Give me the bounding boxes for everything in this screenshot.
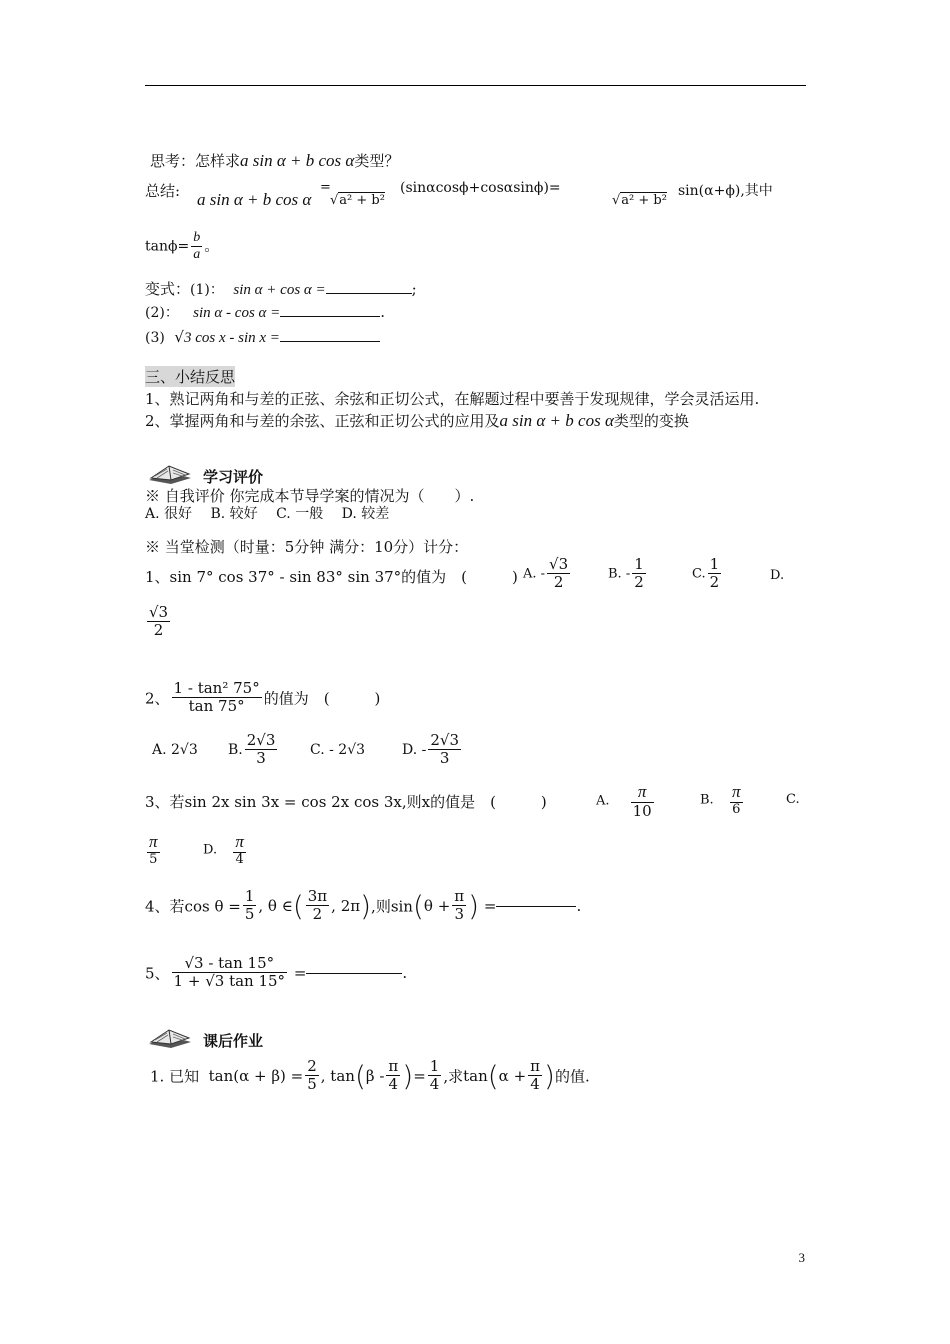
q3-option-b bbox=[700, 782, 745, 817]
q5-blank bbox=[306, 972, 402, 974]
q5-num: √3 - tan 15° bbox=[172, 955, 288, 973]
page-number: 3 bbox=[798, 1250, 805, 1265]
q2-option-b bbox=[228, 732, 279, 768]
v2-end: . bbox=[380, 303, 386, 321]
v1-expr: sin α + cos α = bbox=[233, 282, 326, 298]
v2-expr: sin α - cos α = bbox=[193, 305, 281, 321]
q1-c-label: C. bbox=[692, 566, 706, 582]
q5 bbox=[145, 955, 407, 991]
q2-option-d bbox=[402, 732, 463, 768]
q2-b-frac bbox=[245, 732, 278, 768]
q4-d1: 5 bbox=[244, 905, 255, 924]
hw1-frac4 bbox=[528, 1058, 542, 1094]
hw1-n3: 1 bbox=[429, 1057, 440, 1075]
tanphi-line bbox=[145, 230, 219, 263]
variant-label: 变式： bbox=[145, 280, 191, 298]
q1-b-den: 2 bbox=[634, 573, 644, 592]
summary-lhs: a sin α + b cos α bbox=[197, 190, 312, 209]
q5-eq: = bbox=[293, 963, 307, 982]
hw1-g: α + bbox=[498, 1066, 527, 1085]
hw1-d1: 5 bbox=[307, 1075, 317, 1094]
think-expr: a sin α + b cos α bbox=[240, 151, 355, 170]
q3-d-num: π bbox=[235, 832, 244, 851]
v1-label: (1)： bbox=[190, 282, 224, 298]
q4-c: , 2π bbox=[331, 896, 361, 915]
q4-blank bbox=[496, 905, 576, 907]
q1-d-frac bbox=[147, 604, 170, 640]
v3-expr: 3 cos x - sin x = bbox=[183, 330, 280, 346]
q2-option-c: C. - 2√3 bbox=[310, 742, 366, 758]
summary-sqrt2: √a² + b² bbox=[612, 193, 667, 208]
hw1-frac1 bbox=[305, 1058, 319, 1094]
q1-b-frac bbox=[632, 556, 646, 592]
q4-frac1 bbox=[243, 888, 257, 924]
q1-d-den: 2 bbox=[153, 621, 164, 640]
summary2-b: 类型的变换 bbox=[613, 412, 689, 430]
q1-c-frac bbox=[708, 556, 722, 592]
hw1-d2: 4 bbox=[388, 1075, 399, 1094]
q1-c-num: 1 bbox=[709, 555, 720, 573]
q5-prefix: 5、 bbox=[145, 964, 170, 983]
hw1-n2: π bbox=[388, 1057, 399, 1075]
variant-1 bbox=[145, 278, 417, 299]
q3-a-den: 10 bbox=[632, 801, 652, 820]
variant-2 bbox=[145, 302, 385, 322]
q3-c-frac bbox=[147, 832, 160, 867]
q2-suffix: 的值为 ( ) bbox=[263, 689, 381, 708]
q2-frac bbox=[172, 680, 262, 716]
q5-den: 1 + √3 tan 15° bbox=[173, 972, 286, 991]
q5-frac bbox=[172, 955, 288, 991]
tanphi-label: tanϕ= bbox=[145, 238, 190, 255]
q1-option-c bbox=[692, 556, 723, 592]
section3-title: 三、小结反思 bbox=[145, 368, 236, 386]
q3-c-label: C. bbox=[786, 792, 800, 807]
hw1-n1: 2 bbox=[307, 1057, 317, 1075]
hw1: 1. 已知 tan(α + β) = $\frac{2}{5}$ , tan(β - $\frac{\pi}{4}$ )= $\frac{1}{4}$ ,求tan(α + $\frac{\pi}{4}$ )的值. bbox=[150, 1057, 590, 1094]
summary-2 bbox=[145, 410, 689, 431]
q2-d-den: 3 bbox=[439, 749, 450, 768]
q4-n3: π bbox=[454, 887, 465, 905]
hw1-d: = bbox=[413, 1066, 426, 1085]
v2-label: (2)： bbox=[145, 305, 179, 321]
q4-e: θ + bbox=[423, 896, 451, 915]
hw1-frac3 bbox=[428, 1058, 442, 1094]
summary-label: 总结: bbox=[145, 182, 181, 200]
q2-b-num: 2√3 bbox=[246, 731, 276, 749]
eval-title: 学习评价 bbox=[203, 468, 264, 486]
q3-b-den: 6 bbox=[732, 801, 741, 817]
q3-option-a bbox=[596, 782, 656, 820]
v1-blank bbox=[326, 292, 412, 294]
q2-b-den: 3 bbox=[256, 749, 266, 768]
v1-end: ; bbox=[411, 280, 417, 298]
q1-a-num: √3 bbox=[549, 555, 569, 573]
v3-blank bbox=[280, 340, 380, 342]
q2-b-label: B. bbox=[228, 741, 243, 758]
q4-d2: 2 bbox=[312, 905, 323, 924]
q3-c-den: 5 bbox=[149, 851, 158, 867]
q1-option-b bbox=[608, 556, 648, 592]
q3-option-d bbox=[203, 832, 248, 867]
hw1-h: 的值. bbox=[554, 1067, 590, 1086]
hw1-c: β - bbox=[365, 1066, 385, 1085]
v2-blank bbox=[280, 315, 380, 317]
hw1-b: , tan bbox=[320, 1066, 355, 1085]
test-title: ※ 当堂检测（时量：5分钟 满分：10分）计分： bbox=[145, 538, 469, 556]
q3-d-label: D. bbox=[203, 842, 218, 858]
q2-num: 1 - tan² 75° bbox=[173, 679, 260, 697]
q4-d: ,则sin bbox=[371, 897, 413, 916]
summary-mid: (sinαcosϕ+cosαsinϕ)= bbox=[400, 180, 561, 196]
q3-b-frac bbox=[730, 782, 743, 817]
summary2-a: 2、掌握两角和与差的余弦、正弦和正切公式的应用及 bbox=[145, 412, 500, 430]
q2-option-a: A. 2√3 bbox=[152, 742, 198, 758]
tanphi-den: a bbox=[193, 247, 201, 263]
q1-stem: 1、sin 7° cos 37° - sin 83° sin 37°的值为 ( ) bbox=[145, 568, 518, 586]
q4-n2: 3π bbox=[307, 887, 328, 905]
q3-a-frac bbox=[631, 782, 654, 820]
hw1-d4: 4 bbox=[530, 1075, 540, 1094]
q2-d-frac bbox=[428, 732, 461, 768]
q3-a-label: A. bbox=[596, 793, 610, 809]
hw1-f: tan bbox=[463, 1066, 488, 1085]
q4-a: 4、若cos θ = bbox=[145, 897, 241, 916]
hw1-a: tan(α + β) = bbox=[208, 1066, 304, 1085]
q3-d-frac bbox=[233, 832, 246, 867]
q1-a-den: 2 bbox=[553, 573, 564, 592]
q3-a-num: π bbox=[631, 782, 654, 803]
q1-a-label: A. - bbox=[523, 566, 546, 582]
summary-sqrt: √a² + b² bbox=[330, 193, 385, 208]
q3-b-num: π bbox=[732, 782, 741, 801]
book-icon-homework bbox=[145, 1022, 195, 1048]
q1-d-num: √3 bbox=[149, 603, 169, 621]
q2-d-label: D. - bbox=[402, 741, 427, 758]
hw1-n4: π bbox=[530, 1057, 540, 1075]
hw1-label: 1. 已知 bbox=[150, 1067, 200, 1086]
q4-n1: 1 bbox=[244, 887, 255, 905]
hw1-e: ,求 bbox=[443, 1067, 464, 1086]
q2-den: tan 75° bbox=[188, 697, 245, 716]
q4-frac2 bbox=[306, 888, 329, 924]
think-line bbox=[150, 150, 399, 171]
summary-eq: = bbox=[320, 180, 331, 195]
q4: 4、若cos θ = $\frac{1}{5}$ , θ ∈( $\frac{3\pi}{2}$ , 2π),则sin(θ + $\frac{\pi}{3}$ ) = . bbox=[145, 887, 582, 924]
q1-b-num: 1 bbox=[634, 555, 644, 573]
q4-b: , θ ∈ bbox=[258, 896, 293, 915]
self-eval-options: A. 很好 B. 较好 C. 一般 D. 较差 bbox=[145, 506, 390, 522]
self-eval: ※ 自我评价 你完成本节导学案的情况为（ ）. bbox=[145, 487, 475, 505]
q5-end: . bbox=[402, 963, 408, 982]
q2-stem bbox=[145, 680, 380, 716]
q1-a-frac bbox=[547, 556, 570, 592]
book-icon bbox=[145, 458, 195, 484]
q1-option-d bbox=[145, 604, 172, 640]
q1-c-den: 2 bbox=[709, 573, 720, 592]
q4-frac3 bbox=[452, 888, 466, 924]
hw1-d3: 4 bbox=[429, 1075, 440, 1094]
q3-d-den: 4 bbox=[235, 851, 244, 867]
q3-option-c bbox=[145, 832, 162, 867]
q3-c-num: π bbox=[149, 832, 158, 851]
header-rule bbox=[145, 85, 806, 86]
think-label: 思考：怎样求 bbox=[150, 152, 241, 170]
v3-label: (3) bbox=[145, 330, 165, 346]
tanphi-num: b bbox=[191, 230, 202, 247]
q4-d3: 3 bbox=[454, 905, 464, 924]
q3-b-label: B. bbox=[700, 792, 714, 808]
q2-prefix: 2、 bbox=[145, 689, 170, 708]
q3-stem: 3、若sin 2x sin 3x = cos 2x cos 3x,则x的值是 ( ) bbox=[145, 793, 547, 811]
summary-tail: sin(α+ϕ),其中 bbox=[678, 183, 773, 199]
tanphi-frac bbox=[191, 230, 202, 263]
q1-b-label: B. - bbox=[608, 566, 631, 582]
summary-sqrt2-body: a² + b² bbox=[621, 193, 667, 208]
tanphi-end: 。 bbox=[204, 236, 220, 255]
summary-sqrt-body: a² + b² bbox=[339, 193, 385, 208]
summary2-expr: a sin α + b cos α bbox=[499, 411, 614, 430]
variant-3: (3) √3 cos x - sin x = bbox=[145, 328, 380, 347]
q1-d-label: D. bbox=[770, 568, 785, 583]
summary-1: 1、熟记两角和与差的正弦、余弦和正切公式，在解题过程中要善于发现规律，学会灵活运用. bbox=[145, 390, 760, 408]
q1-option-a bbox=[523, 556, 572, 592]
think-suffix: 类型？ bbox=[354, 152, 400, 170]
homework-title: 课后作业 bbox=[203, 1032, 264, 1050]
q4-f: = bbox=[483, 896, 497, 915]
hw1-frac2 bbox=[386, 1058, 400, 1094]
q2-d-num: 2√3 bbox=[430, 731, 460, 749]
